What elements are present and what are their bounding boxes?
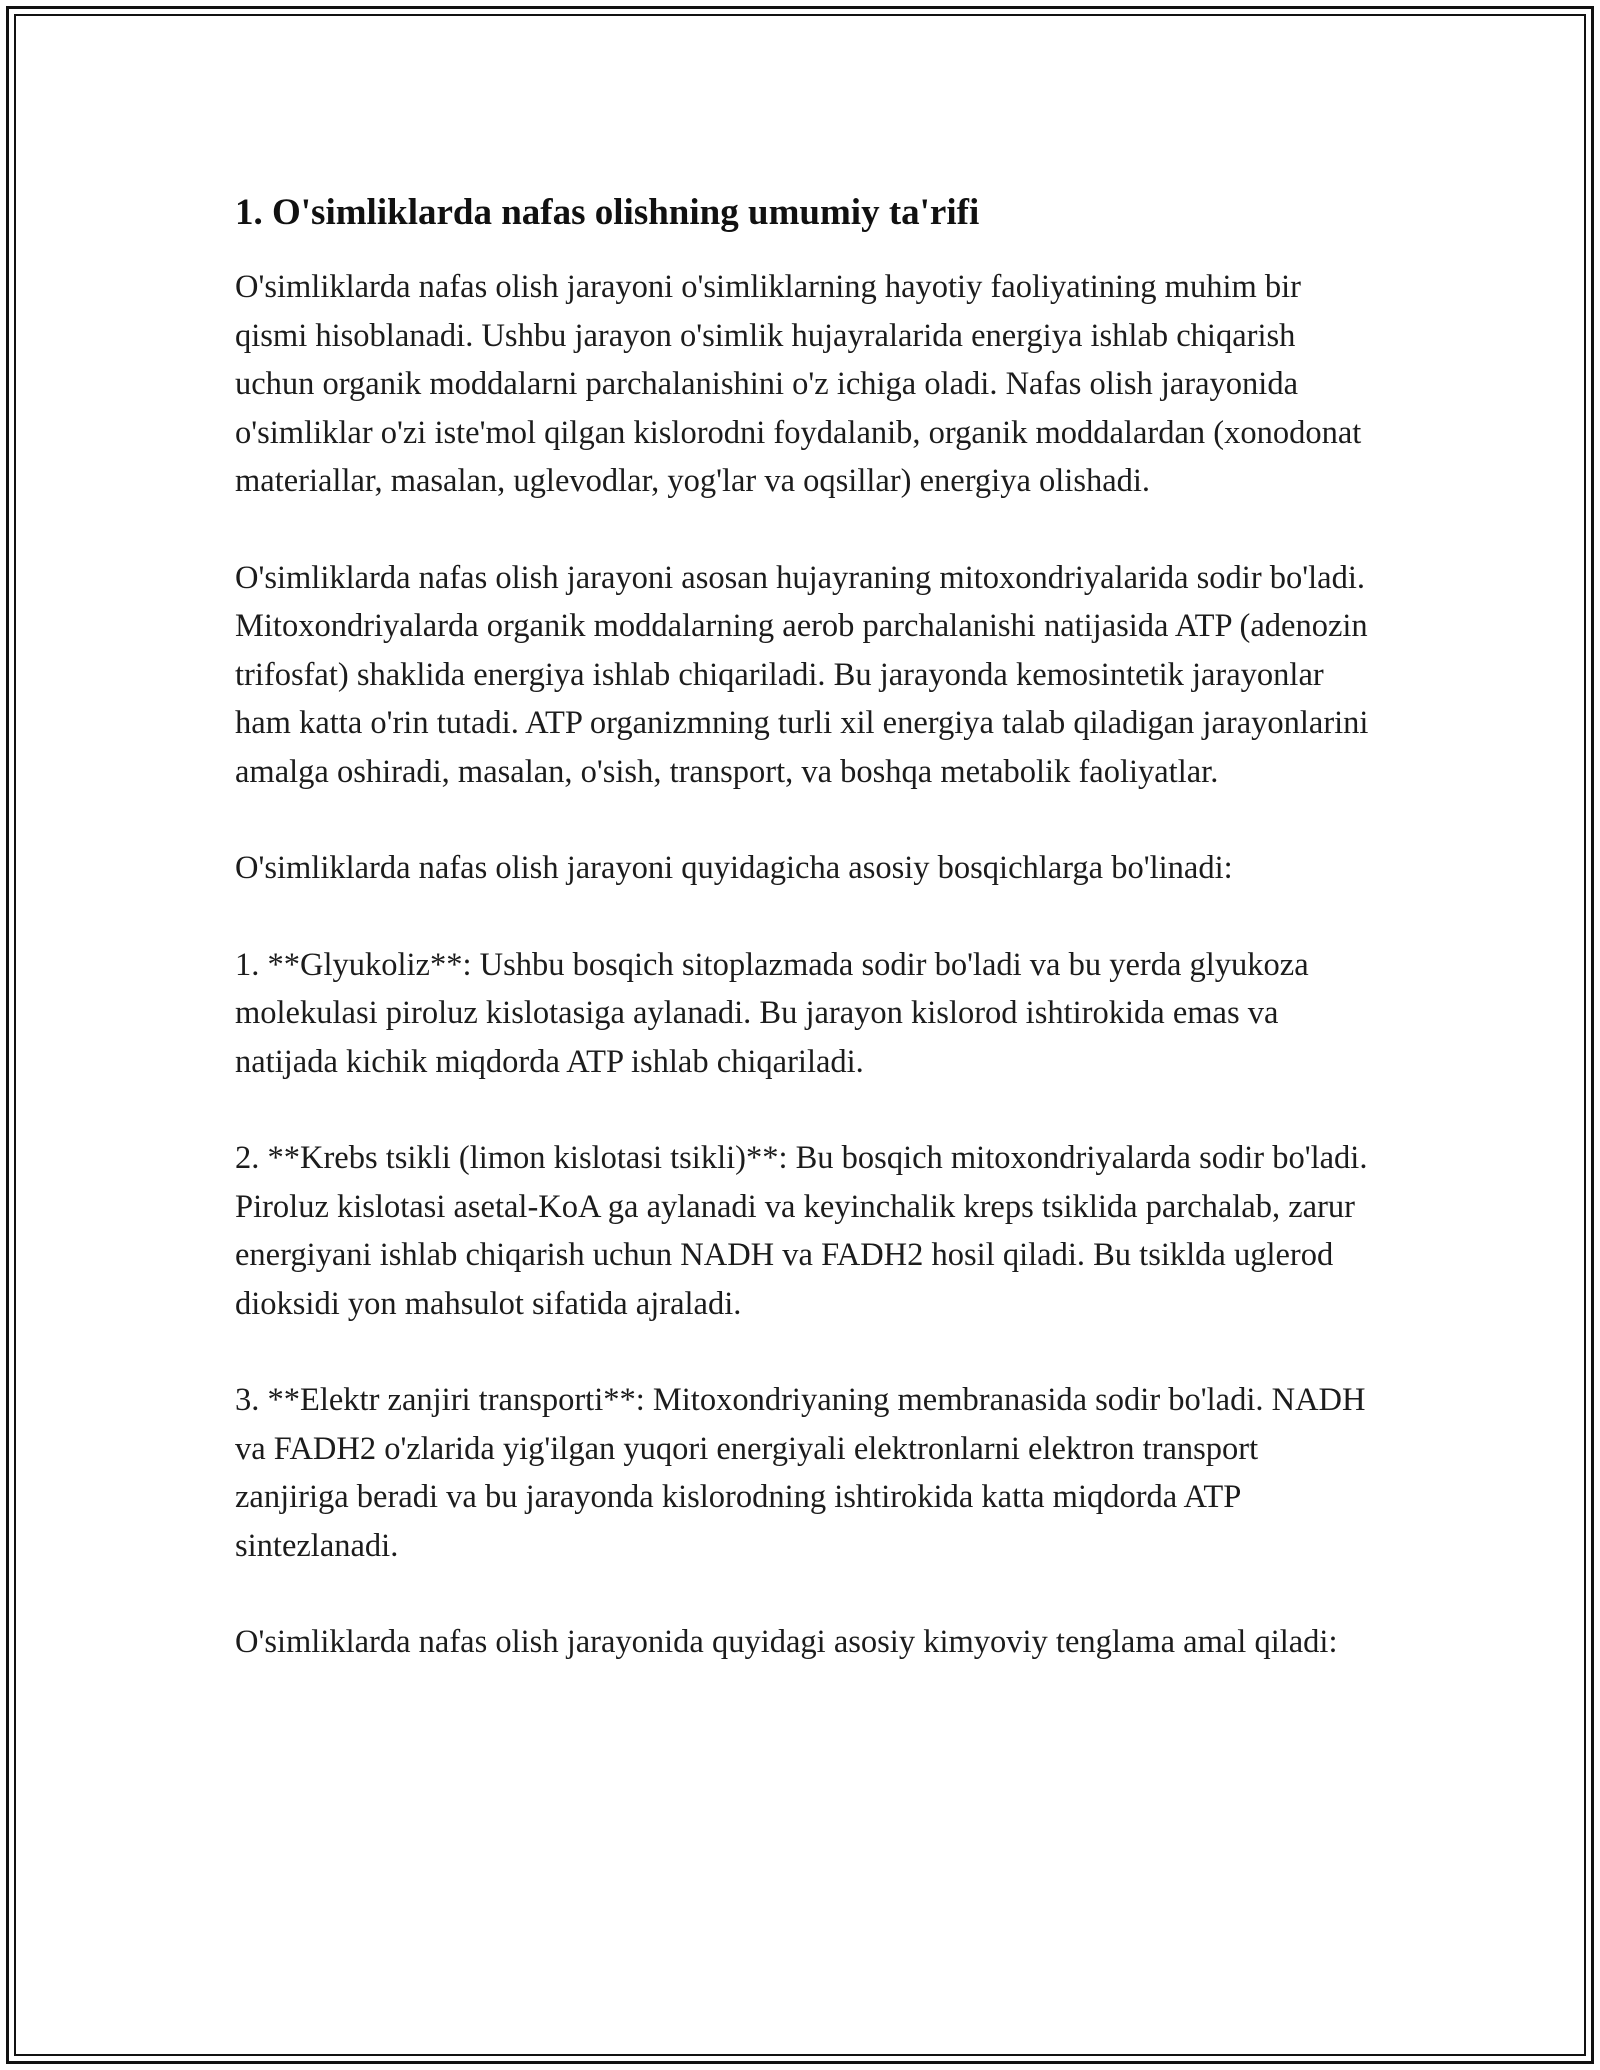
section-heading: 1. O'simliklarda nafas olishning umumiy ta'rifi: [235, 192, 980, 233]
document-body: [235, 185, 1370, 1667]
paragraph-glycolysis: 1. **Glyukoliz**: Ushbu bosqich sitoplazmada sodir bo'ladi va bu yerda glyukoza molekulasi piroluz kislotasiga aylanadi. Bu jarayon kislorod ishtirokida emas va natijada kichik miqdorda ATP ishlab chiqariladi.: [235, 946, 1309, 1080]
paragraph-intro: O'simliklarda nafas olish jarayoni o'simliklarning hayotiy faoliyatining muhim bir qismi hisoblanadi. Ushbu jarayon o'simlik hujayralarida energiya ishlab chiqarish uchun organik moddalarni parchalanishini o'z ichiga oladi. Nafas olish jarayonida o'simliklar o'zi iste'mol qilgan kislorodni foydalanib, organik moddalardan (xonodonat materiallar, masalan, uglevodlar, yog'lar va oqsillar) energiya olishadi.: [235, 269, 1362, 499]
paragraph-mitochondria: O'simliklarda nafas olish jarayoni asosan hujayraning mitoxondriyalarida sodir bo'ladi. Mitoxondriyalarda organik moddalarning aerob parchalanishi natijasida ATP (adenozin trifosfat) shaklida energiya ishlab chiqariladi. Bu jarayonda kemosintetik jarayonlar ham katta o'rin tutadi. ATP organizmning turli xil energiya talab qiladigan jarayonlarini amalga oshiradi, masalan, o'sish, transport, va boshqa metabolik faoliyatlar.: [235, 559, 1369, 790]
paragraph-krebs-cycle: 2. **Krebs tsikli (limon kislotasi tsikli)**: Bu bosqich mitoxondriyalarda sodir bo'ladi. Piroluz kislotasi asetal-KoA ga aylanadi va keyinchalik kreps tsiklida parchalab, zarur energiyani ishlab chiqarish uchun NADH va FADH2 hosil qiladi. Bu tsiklda uglerod dioksidi yon mahsulot sifatida ajraladi.: [235, 1140, 1368, 1322]
paragraph-equation-intro: O'simliklarda nafas olish jarayonida quyidagi asosiy kimyoviy tenglama amal qiladi:: [235, 1624, 1338, 1660]
paragraph-electron-transport: 3. **Elektr zanjiri transporti**: Mitoxondriyaning membranasida sodir bo'ladi. NADH va FADH2 o'zlarida yig'ilgan yuqori energiyali elektronlarni elektron transport zanjiriga beradi va bu jarayonda kislorodning ishtirokida katta miqdorda ATP sintezlanadi.: [235, 1382, 1366, 1564]
paragraph-stages-intro: O'simliklarda nafas olish jarayoni quyidagicha asosiy bosqichlarga bo'linadi:: [235, 850, 1233, 886]
